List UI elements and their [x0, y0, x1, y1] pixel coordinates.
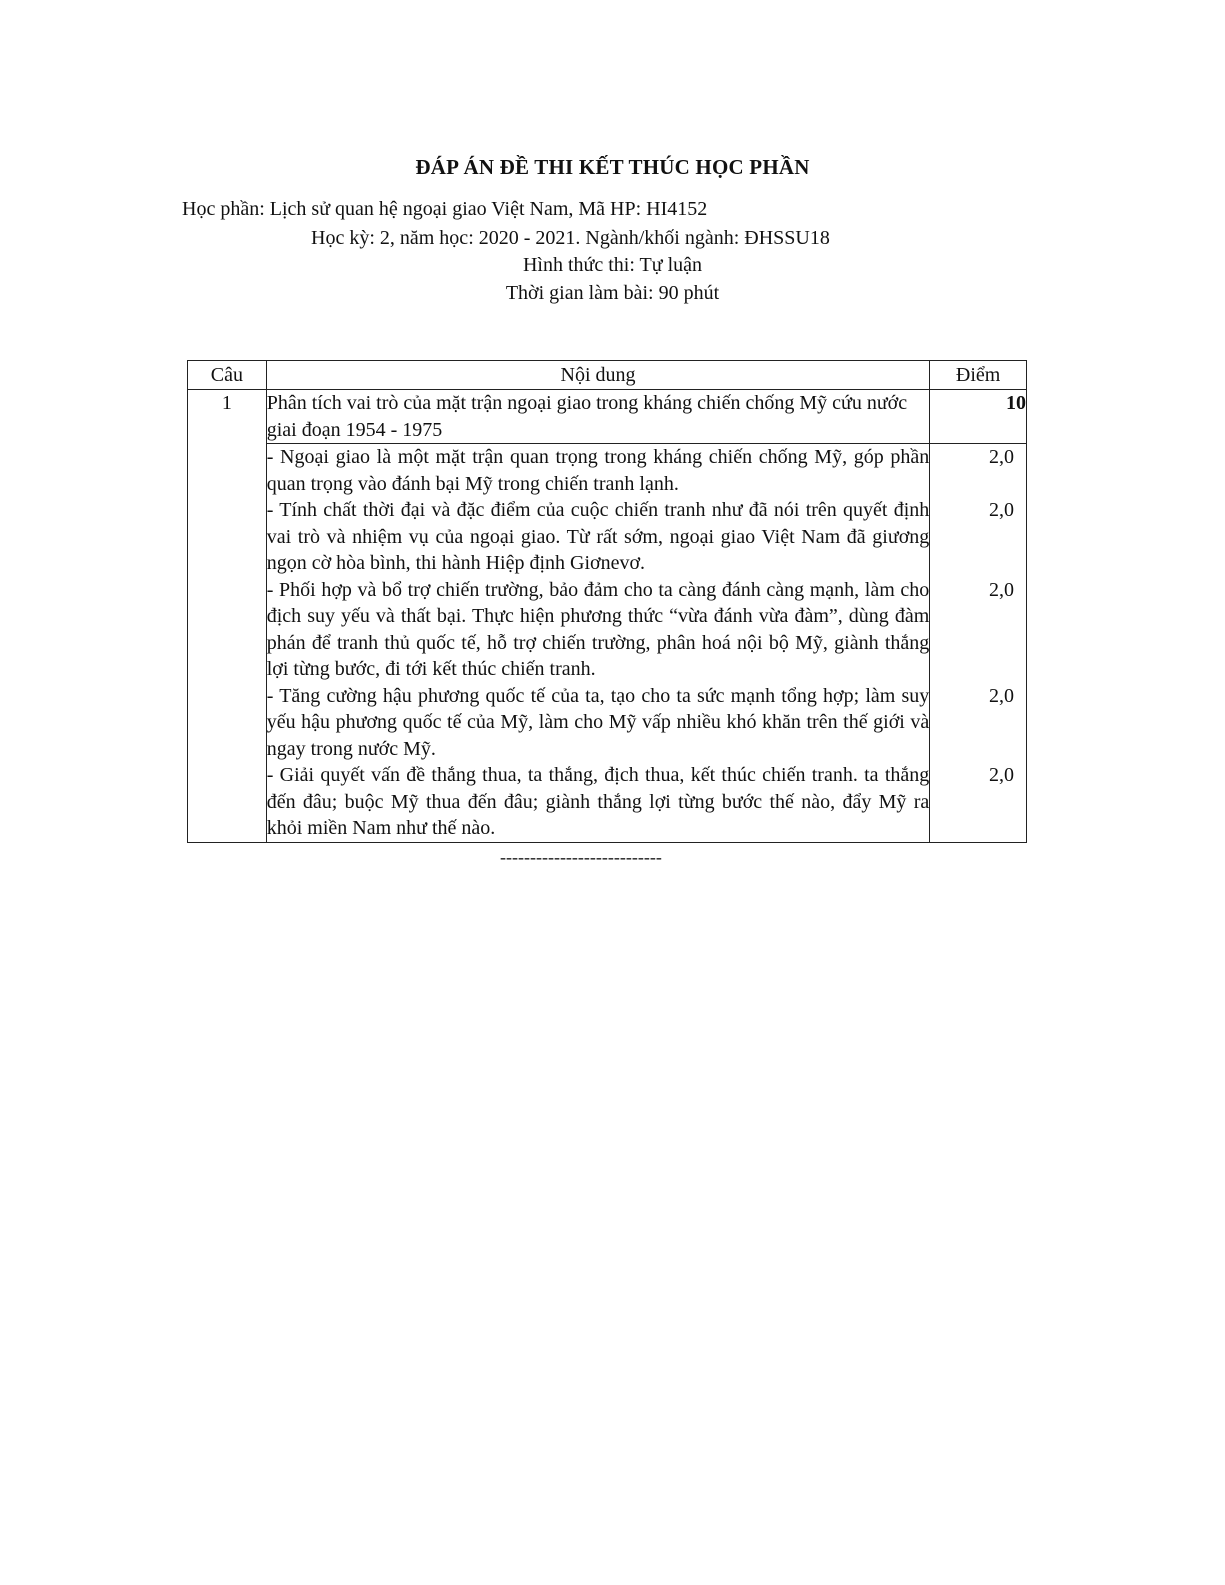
answer-item-3: - Phối hợp và bổ trợ chiến trường, bảo đảm cho ta càng đánh càng mạnh, làm cho địch suy yếu và thất bại. Thực hiện phương thức “vừa đánh vừa đàm”, dùng đàm phán để tranh thủ quốc tế, hỗ trợ chiến trường, phân hoá nội bộ Mỹ, giành thắng lợi từng bước, đi tới kết thúc chiến tranh. — [266, 578, 930, 680]
answer-score-4: 2,0 — [989, 684, 1014, 707]
answer-score-2: 2,0 — [989, 499, 1014, 521]
duration-line: Thời gian làm bài: 90 phút — [505, 282, 720, 304]
answer-score-5: 2,0 — [989, 764, 1014, 786]
answer-item-1: - Ngoại giao là một mặt trận quan trọng trong kháng chiến chống Mỹ, góp phần quan trọng vào đánh bại Mỹ trong chiến tranh lạnh. — [266, 446, 930, 495]
answer-item-4: - Tăng cường hậu phương quốc tế của ta, tạo cho ta sức mạnh tổng hợp; làm suy yếu hậu phương quốc tế của Mỹ, làm cho Mỹ vấp nhiều khó khăn trên thế giới và ngay trong nước Mỹ. — [266, 684, 930, 760]
course-line: Học phần: Lịch sử quan hệ ngoại giao Việt Nam, Mã HP: HI4152 — [182, 198, 708, 220]
answer-items-row — [188, 444, 1027, 843]
question-number: 1 — [188, 390, 267, 843]
answer-item-5: - Giải quyết vấn đề thắng thua, ta thắng, địch thua, kết thúc chiến tranh. ta thắng đến đâu; buộc Mỹ thua đến đâu; giành thắng lợi từng bước thế nào, đẩy Mỹ ra khỏi miền Nam như thế nào. — [266, 764, 930, 839]
header-noi-dung: Nội dung — [266, 361, 930, 390]
answer-items-cell — [266, 444, 930, 843]
answer-table — [187, 360, 1027, 843]
semester-line: Học kỳ: 2, năm học: 2020 - 2021. Ngành/khối ngành: ĐHSSU18 — [311, 227, 830, 249]
answer-score-1: 2,0 — [989, 446, 1014, 468]
question-row — [188, 390, 1027, 444]
exam-form-line: Hình thức thi: Tự luận — [522, 254, 703, 276]
header-diem: Điểm — [930, 361, 1027, 390]
header-cau: Câu — [188, 361, 267, 390]
answer-scores-cell — [930, 444, 1027, 843]
question-score: 10 — [930, 390, 1027, 444]
answer-score-3: 2,0 — [989, 578, 1014, 601]
document-title: ĐÁP ÁN ĐỀ THI KẾT THÚC HỌC PHẦN — [415, 155, 810, 179]
table-header-row — [188, 361, 1027, 390]
end-marker: --------------------------- — [500, 846, 662, 867]
question-text: Phân tích vai trò của mặt trận ngoại giao trong kháng chiến chống Mỹ cứu nước giai đoạn 1954 - 1975 — [266, 390, 930, 444]
answer-item-2: - Tính chất thời đại và đặc điểm của cuộc chiến tranh như đã nói trên quyết định vai trò và nhiệm vụ của ngoại giao. Từ rất sớm, ngoại giao Việt Nam đã giương ngọn cờ hòa bình, thi hành Hiệp định Giơnevơ. — [266, 499, 930, 574]
